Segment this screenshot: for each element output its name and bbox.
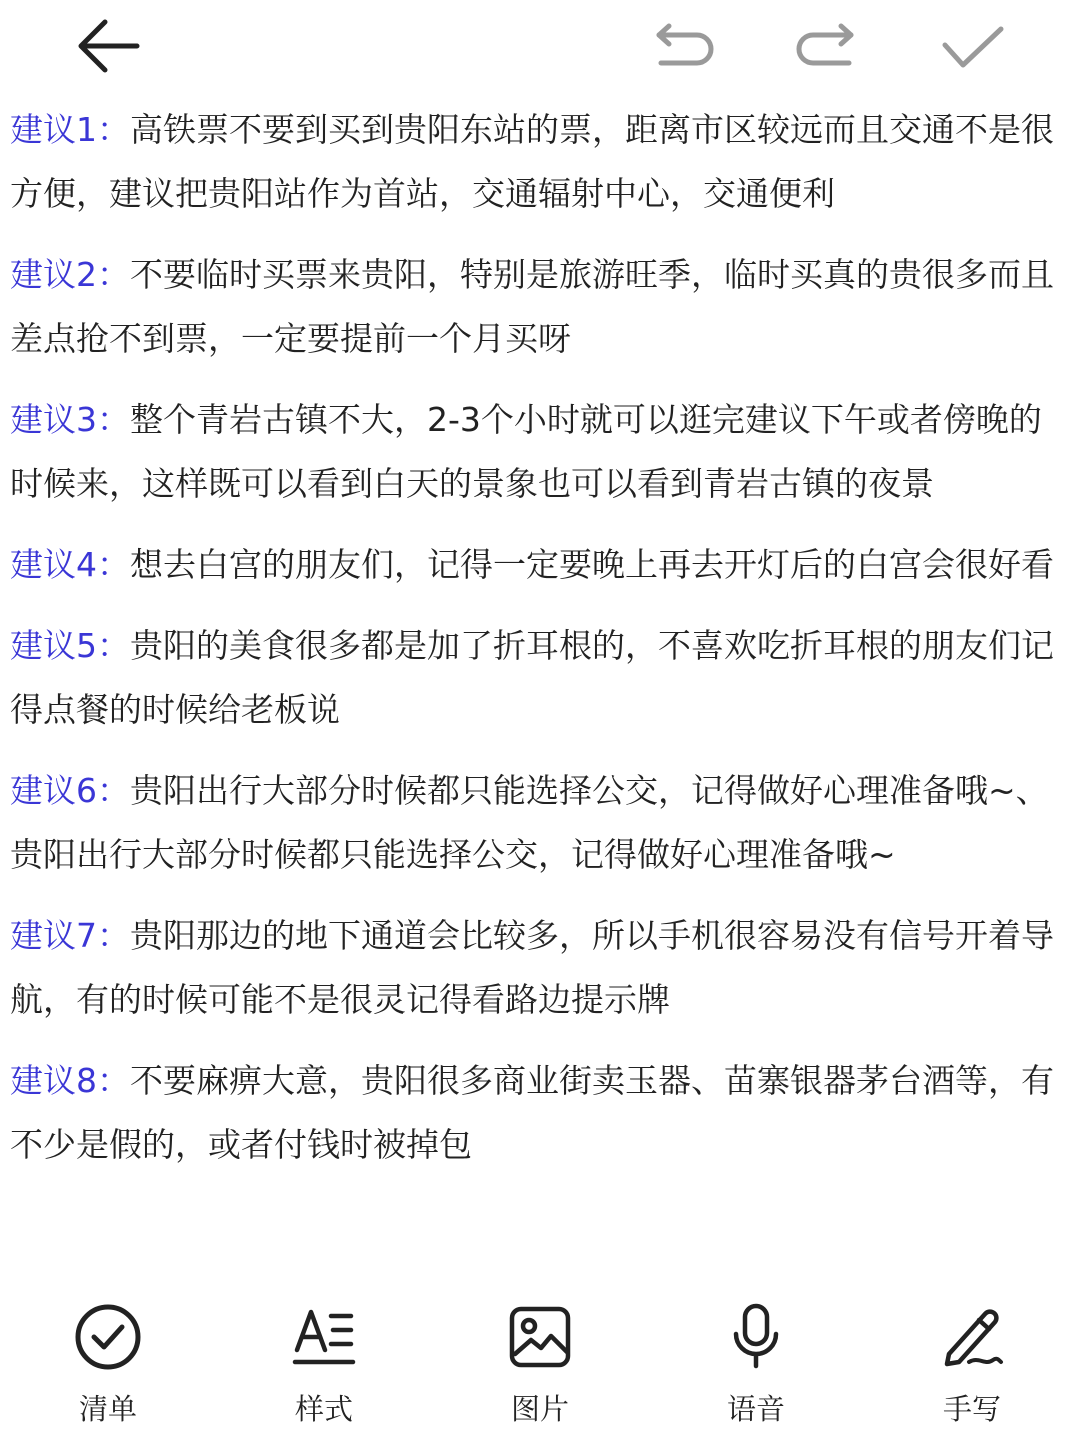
- handwriting-pen-icon: [939, 1304, 1005, 1370]
- tool-label: 样式: [294, 1392, 353, 1426]
- tip-paragraph: [10, 533, 1072, 597]
- tip-label: 建议8：: [10, 1061, 130, 1100]
- tool-label: 清单: [78, 1392, 137, 1426]
- microphone-icon: [728, 1302, 784, 1372]
- tip-paragraph: [10, 759, 1072, 887]
- tip-text: 不要临时买票来贵阳，特别是旅游旺季，临时买真的贵很多而且差点抢不到票，一定要提前一个月买呀: [10, 255, 1054, 358]
- image-button[interactable]: [470, 1288, 610, 1428]
- tip-label: 建议5：: [10, 626, 130, 665]
- undo-icon: [651, 23, 717, 73]
- tip-text: 贵阳那边的地下通道会比较多，所以手机很容易没有信号开着导航，有的时候可能不是很灵记得看路边提示牌: [10, 916, 1054, 1019]
- tip-text: 想去白宫的朋友们，记得一定要晚上再去开灯后的白宫会很好看: [130, 545, 1054, 584]
- tip-paragraph: [10, 614, 1072, 742]
- tip-paragraph: [10, 1049, 1072, 1177]
- tip-paragraph: [10, 388, 1072, 516]
- tool-label: 图片: [510, 1392, 569, 1426]
- image-icon: [507, 1304, 573, 1370]
- bottom-toolbar: [0, 1288, 1080, 1440]
- confirm-button[interactable]: [936, 18, 1008, 78]
- tool-label: 手写: [942, 1392, 1001, 1426]
- tip-text: 贵阳出行大部分时候都只能选择公交，记得做好心理准备哦~、贵阳出行大部分时候都只能选择公交，记得做好心理准备哦~: [10, 771, 1049, 874]
- style-button[interactable]: [254, 1288, 394, 1428]
- text-style-icon: [291, 1304, 357, 1370]
- note-content[interactable]: [10, 98, 1072, 1194]
- tool-label: 语音: [726, 1392, 785, 1426]
- back-arrow-icon: [75, 16, 141, 76]
- redo-button[interactable]: [790, 18, 862, 78]
- tip-label: 建议7：: [10, 916, 130, 955]
- tip-paragraph: [10, 243, 1072, 371]
- top-toolbar: [0, 0, 1080, 96]
- handwriting-button[interactable]: [902, 1288, 1042, 1428]
- check-icon: [939, 23, 1005, 73]
- tip-label: 建议4：: [10, 545, 130, 584]
- tip-paragraph: [10, 98, 1072, 226]
- tip-label: 建议2：: [10, 255, 130, 294]
- tip-text: 不要麻痹大意，贵阳很多商业街卖玉器、苗寨银器茅台酒等，有不少是假的，或者付钱时被掉包: [10, 1061, 1054, 1164]
- tip-label: 建议1：: [10, 110, 130, 149]
- tip-text: 贵阳的美食很多都是加了折耳根的，不喜欢吃折耳根的朋友们记得点餐的时候给老板说: [10, 626, 1054, 729]
- tip-text: 高铁票不要到买到贵阳东站的票，距离市区较远而且交通不是很方便，建议把贵阳站作为首站，交通辐射中心，交通便利: [10, 110, 1054, 213]
- tip-label: 建议3：: [10, 400, 130, 439]
- tip-text: 整个青岩古镇不大，2-3个小时就可以逛完建议下午或者傍晚的时候来，这样既可以看到白天的景象也可以看到青岩古镇的夜景: [10, 400, 1042, 503]
- checklist-button[interactable]: [38, 1288, 178, 1428]
- checklist-icon: [73, 1302, 143, 1372]
- tip-paragraph: [10, 904, 1072, 1032]
- voice-button[interactable]: [686, 1288, 826, 1428]
- back-button[interactable]: [70, 14, 146, 78]
- tip-label: 建议6：: [10, 771, 130, 810]
- redo-icon: [793, 23, 859, 73]
- undo-button[interactable]: [648, 18, 720, 78]
